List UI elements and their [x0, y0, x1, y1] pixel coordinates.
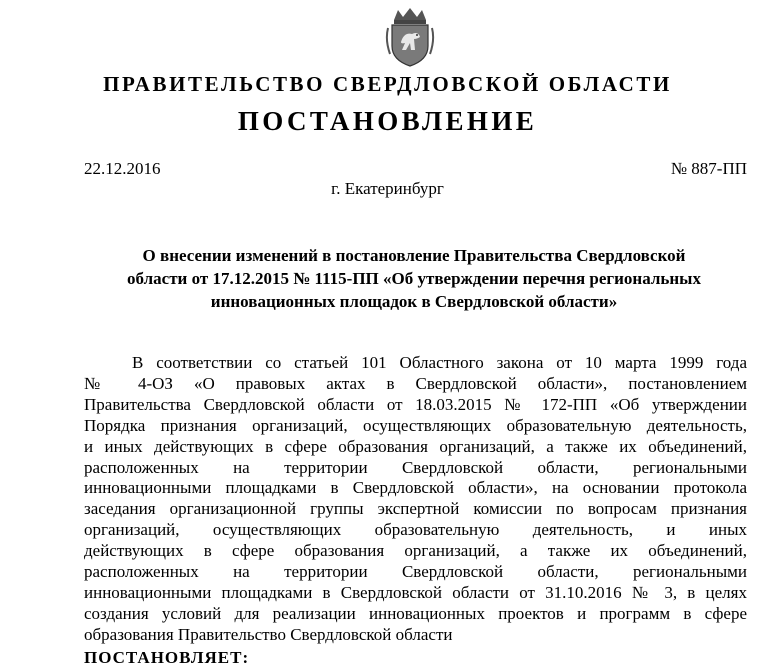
document-city: г. Екатеринбург [331, 179, 444, 198]
body-line: Порядка признания организаций, осуществляющих образовательную деятельность, [84, 415, 747, 435]
body-line: организаций, осуществляющих образовательную деятельность, и иных [84, 520, 747, 540]
body-line: создания условий для реализации инновационных проектов и программ в сфере [84, 603, 747, 623]
body-line: инновационными площадками в Свердловской области», на основании протокола [84, 478, 747, 498]
document-date: 22.12.2016 [84, 159, 161, 178]
document-type-title: ПОСТАНОВЛЕНИЕ [237, 106, 538, 136]
subject-line: О внесении изменений в постановление Правительства Свердловской [142, 246, 686, 265]
decree-heading: ПОСТАНОВЛЯЕТ: [84, 648, 250, 667]
document-body [84, 353, 747, 646]
body-line: расположенных на территории Свердловской области, региональными [84, 457, 747, 477]
body-line: Правительства Свердловской области от 18.03.2015 № 172-ПП «Об утверждении [84, 394, 747, 414]
body-line: и иных действующих в сфере образования организаций, а также их объединений, [84, 436, 747, 456]
document-number: № 887-ПП [670, 159, 747, 178]
body-line: образования Правительство Свердловской области [84, 624, 453, 644]
body-line: № 4-ОЗ «О правовых актах в Свердловской области», постановлением [84, 373, 747, 393]
body-line: расположенных на территории Свердловской области, региональными [84, 562, 747, 582]
subject-line: инновационных площадок в Свердловской области» [210, 292, 618, 311]
body-line: действующих в сфере образования организаций, а также их объединений, [84, 541, 747, 561]
body-line: В соответствии со статьей 101 Областного закона от 10 марта 1999 года [132, 353, 747, 372]
body-line: инновационными площадками в Свердловской области от 31.10.2016 № 3, в целях [84, 582, 747, 602]
document-subject [84, 244, 744, 313]
body-line: заседания организационной группы экспертной комиссии по вопросам признания [84, 499, 747, 519]
coat-of-arms-icon [384, 6, 436, 68]
subject-line: области от 17.12.2015 № 1115-ПП «Об утверждении перечня региональных [127, 269, 701, 288]
government-title: ПРАВИТЕЛЬСТВО СВЕРДЛОВСКОЙ ОБЛАСТИ [103, 72, 672, 96]
